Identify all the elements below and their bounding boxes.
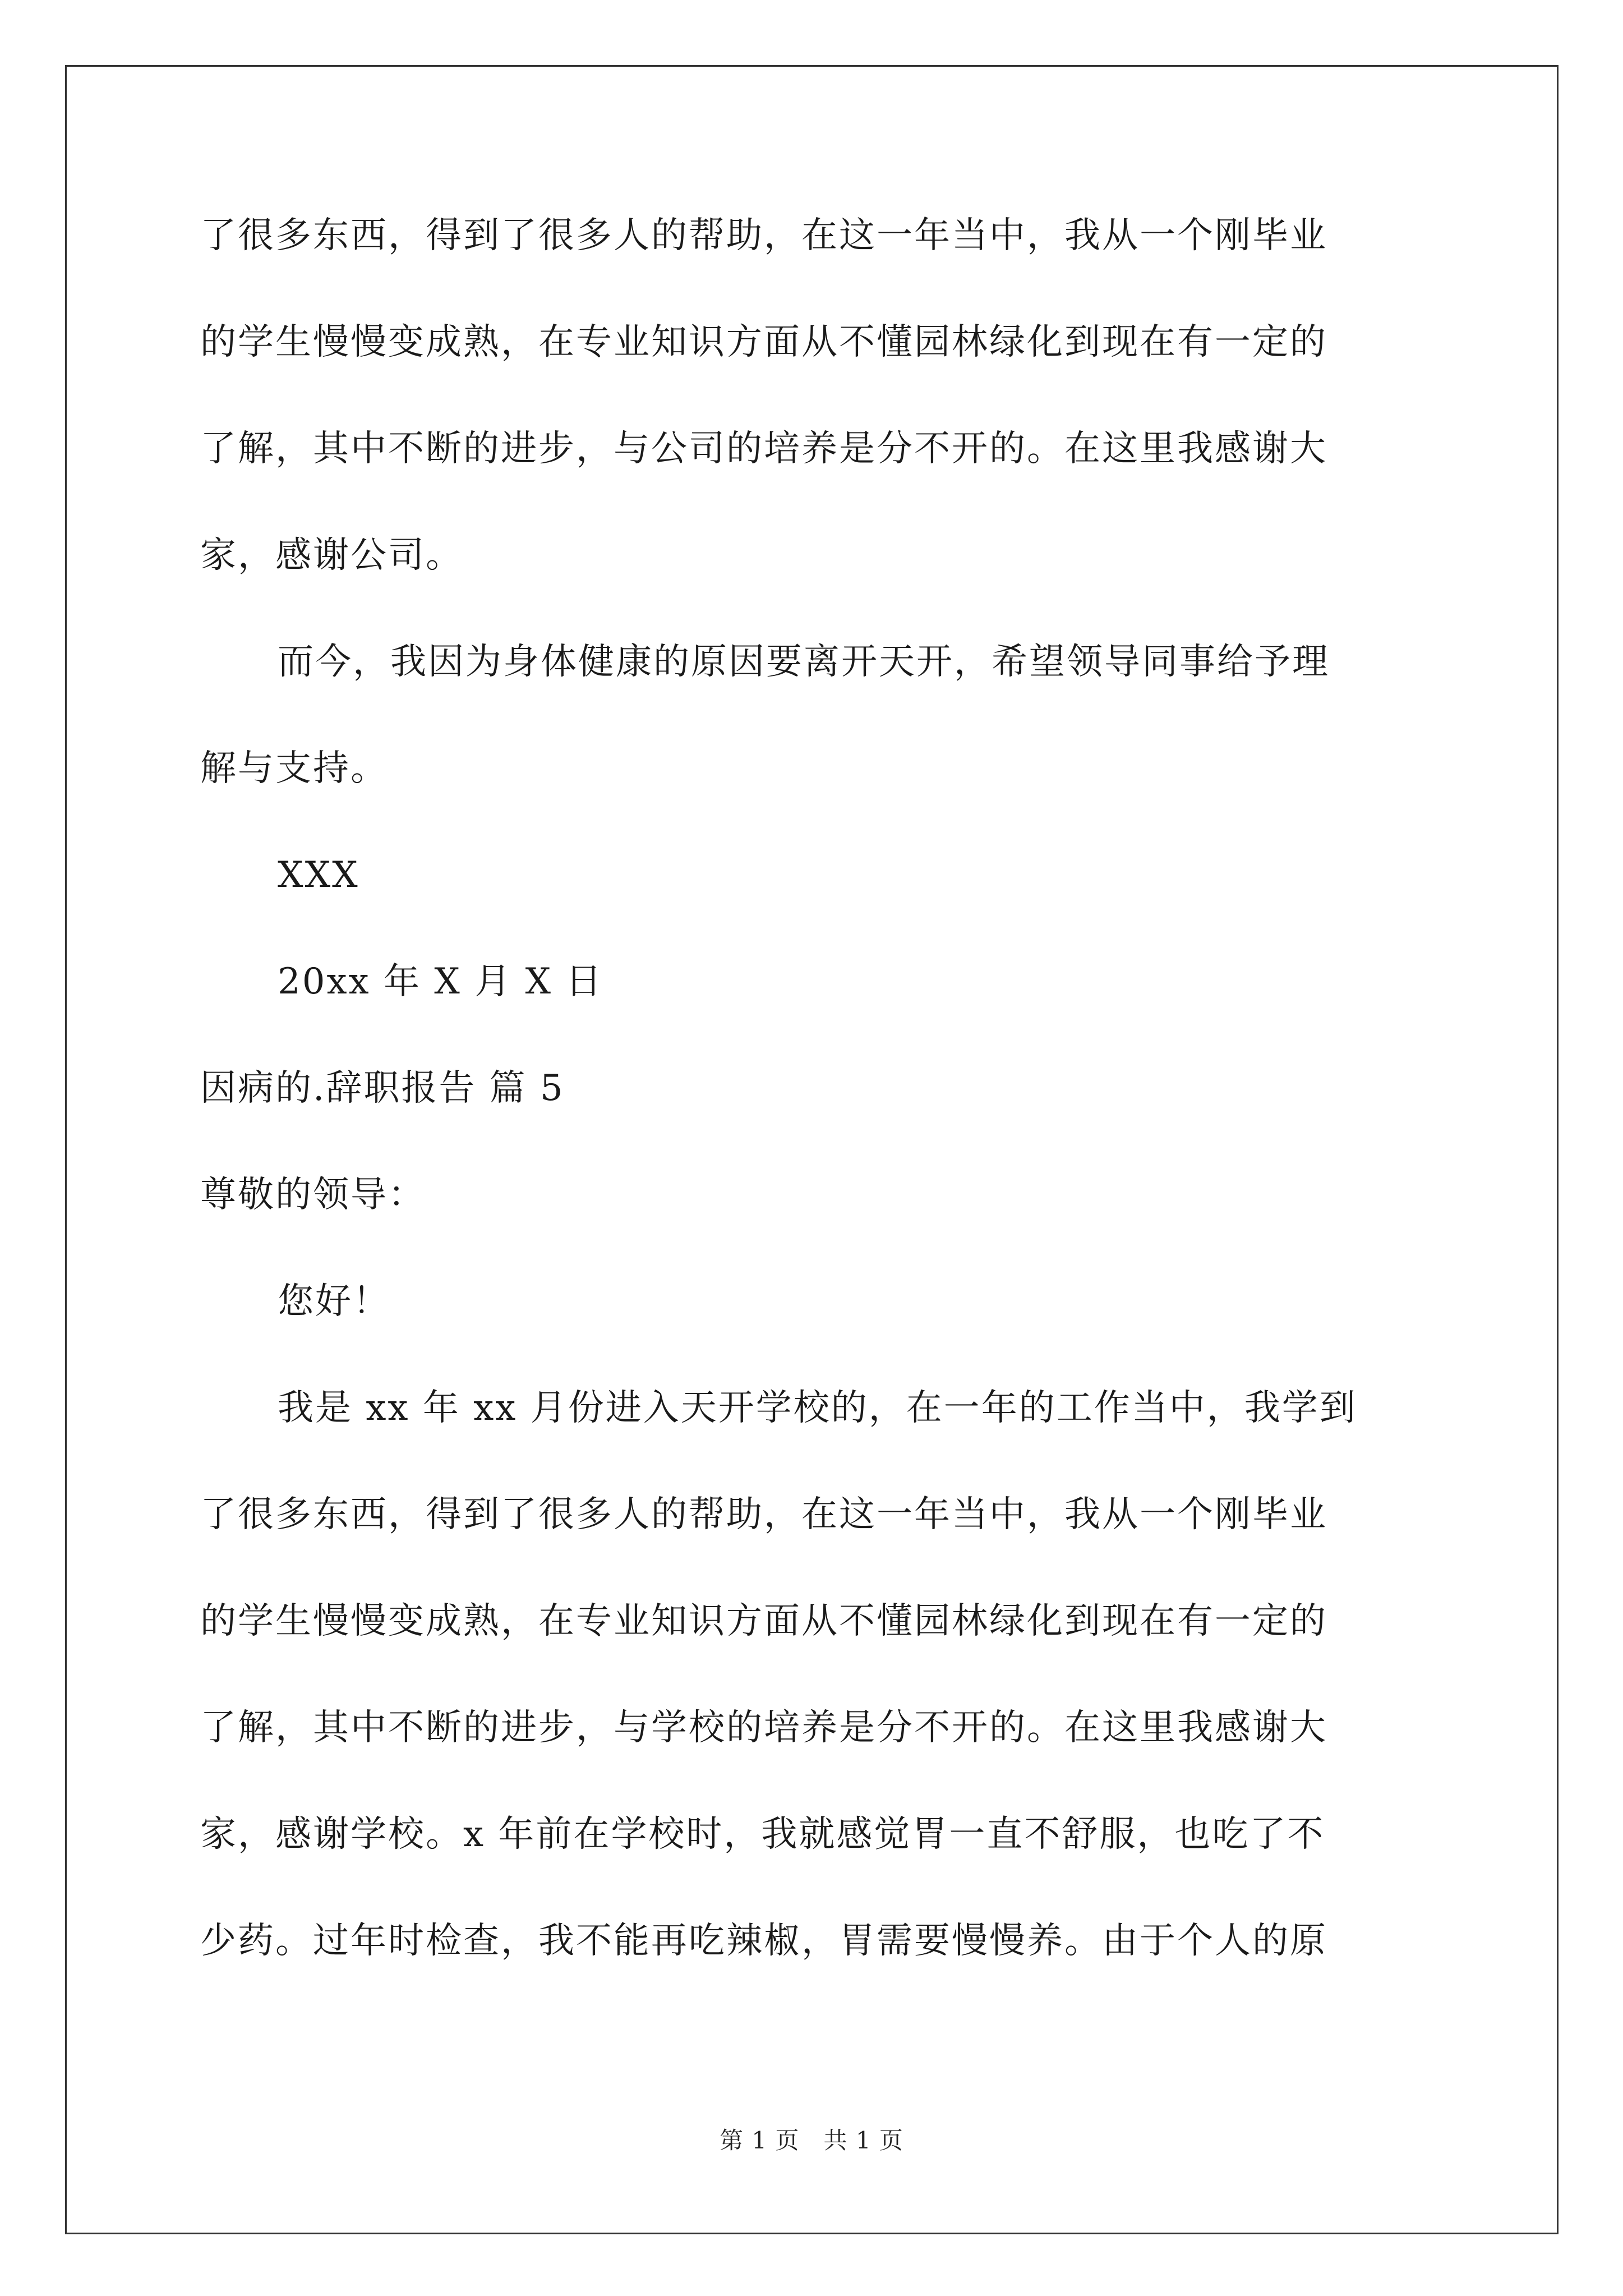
document-body: [200, 209, 1431, 1968]
body-text-line: 解与支持。: [200, 748, 388, 789]
signature-date: 20xx 年 X 月 X 日: [278, 961, 603, 1002]
body-text-line: 了很多东西，得到了很多人的帮助，在这一年当中，我从一个刚毕业: [200, 1494, 1327, 1535]
body-text-line: 的学生慢慢变成熟，在专业知识方面从不懂园林绿化到现在有一定的: [200, 1600, 1327, 1642]
greeting: 您好！: [278, 1281, 390, 1322]
body-text-line: 家，感谢学校。x 年前在学校时，我就感觉胃一直不舒服，也吃了不: [200, 1814, 1325, 1855]
salutation: 尊敬的领导：: [200, 1174, 426, 1216]
body-text-line: 家，感谢公司。: [200, 535, 463, 576]
paragraph-start-line: 而今，我因为身体健康的原因要离开天开，希望领导同事给予理: [278, 641, 1330, 683]
body-text-line: 少药。过年时检查，我不能再吃辣椒，胃需要慢慢养。由于个人的原: [200, 1920, 1327, 1962]
body-text-line: 了解，其中不断的进步，与公司的培养是分不开的。在这里我感谢大: [200, 428, 1327, 470]
paragraph-start-line: 我是 xx 年 xx 月份进入天开学校的，在一年的工作当中，我学到: [278, 1387, 1357, 1429]
body-text-line: 的学生慢慢变成熟，在专业知识方面从不懂园林绿化到现在有一定的: [200, 321, 1327, 363]
section-heading: 因病的.辞职报告 篇 5: [200, 1068, 565, 1109]
body-text-line: 了很多东西，得到了很多人的帮助，在这一年当中，我从一个刚毕业: [200, 215, 1327, 256]
page-number-footer: 第 1 页 共 1 页: [720, 2127, 903, 2154]
signature-name: XXX: [278, 854, 359, 896]
body-text-line: 了解，其中不断的进步，与学校的培养是分不开的。在这里我感谢大: [200, 1707, 1327, 1749]
